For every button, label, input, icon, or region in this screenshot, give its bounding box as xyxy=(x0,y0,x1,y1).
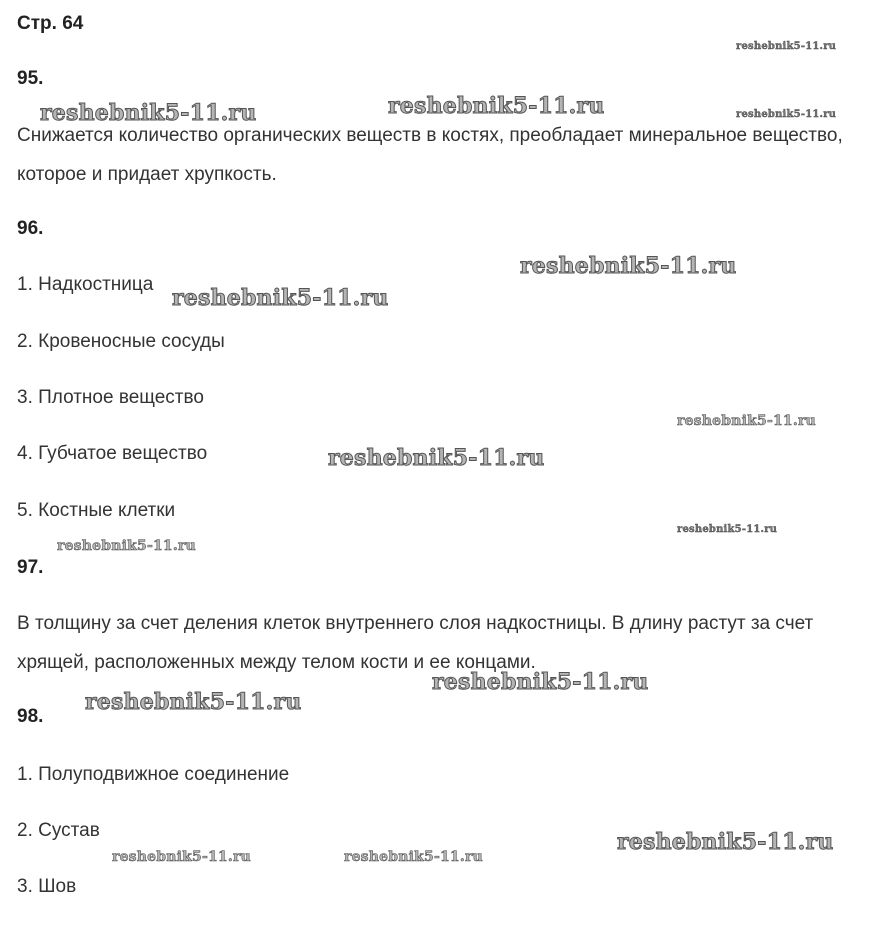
task-96-item-2: 2. Кровеносные сосуды xyxy=(17,331,225,352)
page-title: Стр. 64 xyxy=(17,13,84,34)
task-number-97: 97. xyxy=(17,557,44,578)
watermark: reshebnik5-11.ru xyxy=(736,41,837,52)
watermark: reshebnik5-11.ru xyxy=(432,669,649,695)
task-98-item-3: 3. Шов xyxy=(17,876,77,897)
task-96-item-3: 3. Плотное вещество xyxy=(17,387,204,408)
watermark: reshebnik5-11.ru xyxy=(85,689,302,715)
watermark: reshebnik5-11.ru xyxy=(388,93,605,119)
watermark: reshebnik5-11.ru xyxy=(57,538,196,554)
watermark: reshebnik5-11.ru xyxy=(328,445,545,471)
watermark: reshebnik5-11.ru xyxy=(736,109,837,120)
task-number-95: 95. xyxy=(17,68,44,89)
watermark: reshebnik5-11.ru xyxy=(344,849,483,865)
task-96-item-5: 5. Костные клетки xyxy=(17,500,176,521)
task-98-item-1: 1. Полуподвижное соединение xyxy=(17,764,290,785)
watermark: reshebnik5-11.ru xyxy=(112,849,251,865)
task-97-answer: В толщину за счет деления клеток внутреннего слоя надкостницы. В длину растут за счет хрящей, расположенных между телом кости и ее концами. xyxy=(17,613,814,673)
watermark: reshebnik5-11.ru xyxy=(677,413,816,429)
watermark: reshebnik5-11.ru xyxy=(617,829,834,855)
watermark: reshebnik5-11.ru xyxy=(40,100,257,126)
watermark: reshebnik5-11.ru xyxy=(520,253,737,279)
watermark: reshebnik5-11.ru xyxy=(172,285,389,311)
task-95-answer: Снижается количество органических веществ в костях, преобладает минеральное вещество, которое и придает хрупкость. xyxy=(17,125,843,185)
task-number-98: 98. xyxy=(17,706,44,727)
task-number-96: 96. xyxy=(17,218,44,239)
task-96-item-1: 1. Надкостница xyxy=(17,274,154,295)
task-98-item-2: 2. Сустав xyxy=(17,820,100,841)
watermark: reshebnik5-11.ru xyxy=(677,524,778,535)
task-96-item-4: 4. Губчатое вещество xyxy=(17,443,208,464)
